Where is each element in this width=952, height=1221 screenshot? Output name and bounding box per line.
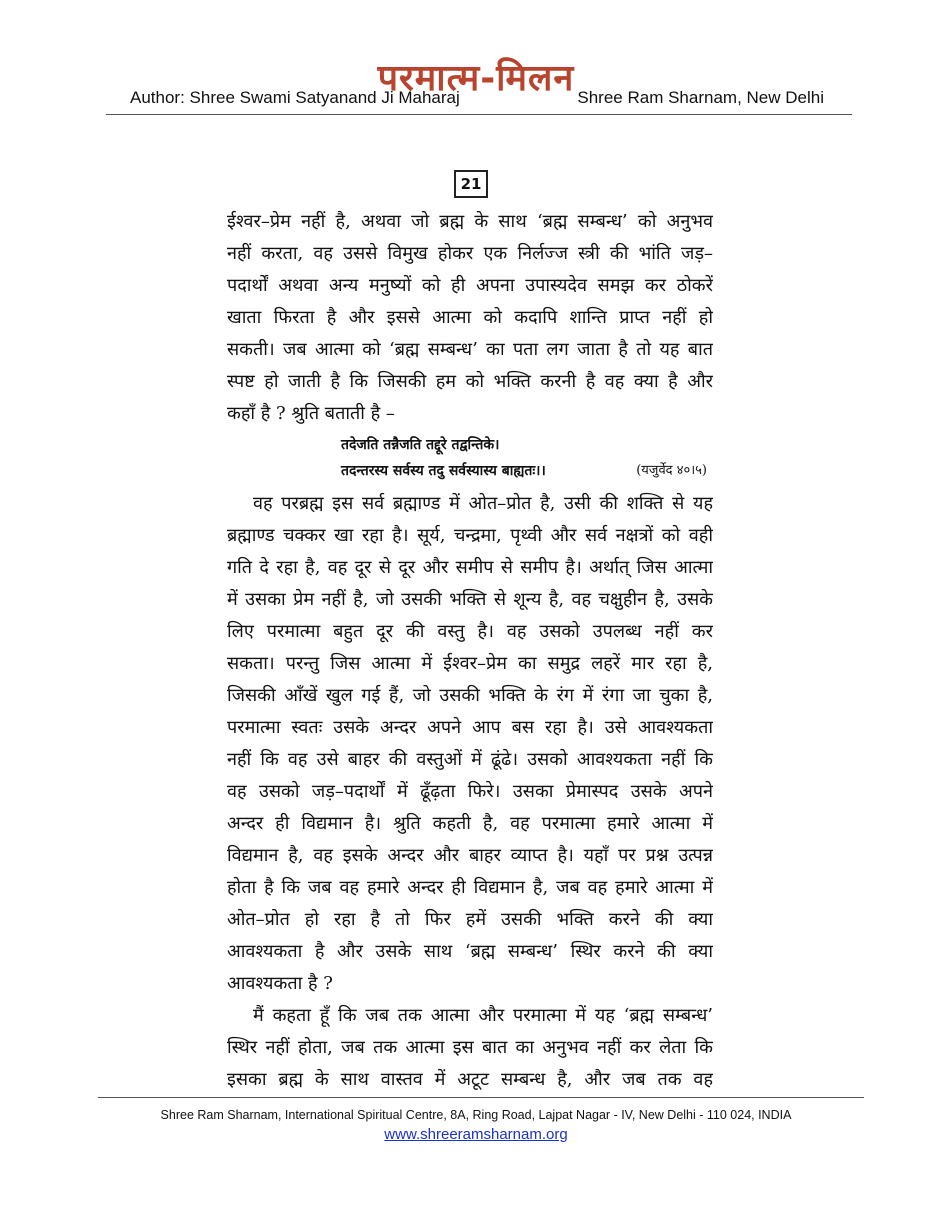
text-line: सकता। परन्तु जिस आत्मा में ईश्वर–प्रेम का समुद्र लहरें मार रहा है,: [227, 653, 713, 674]
text-line: कहाँ है ? श्रुति बताती है –: [227, 403, 395, 424]
text-line: आवश्यकता है ?: [227, 973, 333, 994]
text-line: होता है कि जब वह हमारे अन्दर ही विद्यमान है, जब वह हमारे आत्मा में: [227, 877, 713, 898]
text-line: ओत–प्रोत हो रहा है तो फिर हमें उसकी भक्ति करने की क्या: [227, 909, 713, 930]
text-line: सकती। जब आत्मा को ‘ब्रह्म सम्बन्ध’ का पता लग जाता है तो यह बात: [227, 339, 713, 360]
text-line: वह उसको जड़–पदार्थों में ढूँढ़ता फिरे। उसका प्रेमास्पद उसके अपने: [227, 781, 713, 802]
book-title: परमात्म-मिलन: [377, 58, 575, 99]
text-line: जिसकी आँखें खुल गई हैं, जो उसकी भक्ति के रंग में रंगा जा चुका है,: [227, 685, 713, 706]
text-line: में उसका प्रेम नहीं है, जो उसकी भक्ति से शून्य है, वह चक्षुहीन है, उसके: [227, 589, 713, 610]
text-line: ब्रह्माण्ड चक्कर खा रहा है। सूर्य, चन्द्रमा, पृथ्वी और सर्व नक्षत्रों को वही: [227, 525, 713, 546]
page-number: 21: [454, 170, 488, 198]
text-line: आवश्यकता है और उसके साथ ‘ब्रह्म सम्बन्ध’ स्थिर करने की क्या: [227, 941, 713, 962]
text-line: परमात्मा स्वतः उसके अन्दर अपने आप बस रहा है। उसे आवश्यकता: [227, 717, 713, 738]
text-line: खाता फिरता है और इससे आत्मा को कदापि शान्ति प्राप्त नहीं हो: [227, 307, 713, 328]
text-line: विद्यमान है, वह इसके अन्दर और बाहर व्याप्त है। यहाँ पर प्रश्न उत्पन्न: [227, 845, 713, 866]
text-line: स्थिर नहीं होता, जब तक आत्मा इस बात का अनुभव नहीं कर लेता कि: [227, 1037, 713, 1058]
text-line: इसका ब्रह्म के साथ वास्तव में अटूट सम्बन्ध है, और जब तक वह: [227, 1069, 713, 1090]
text-line: लिए परमात्मा बहुत दूर की वस्तु है। वह उसको उपलब्ध नहीं कर: [227, 621, 713, 642]
footer-address: Shree Ram Sharnam, International Spiritual Centre, 8A, Ring Road, Lajpat Nagar - IV, New Delhi - 110 024, INDIA: [160, 1108, 792, 1122]
footer-divider: [98, 1097, 864, 1098]
text-line: स्पष्ट हो जाती है कि जिसकी हम को भक्ति करनी है वह क्या है और: [227, 371, 713, 392]
text-line: ईश्वर–प्रेम नहीं है, अथवा जो ब्रह्म के साथ ‘ब्रह्म सम्बन्ध’ को अनुभव: [227, 211, 713, 232]
text-line: नहीं करता, वह उससे विमुख होकर एक निर्लज्ज स्त्री की भांति जड़–: [227, 243, 713, 264]
verse-line: [227, 458, 713, 484]
footer-website-link[interactable]: www.shreeramsharnam.org: [384, 1126, 568, 1143]
verse-text: तदेजति तन्नैजति तद्दूरे तद्वन्तिके।: [341, 437, 500, 453]
header-divider: [106, 114, 852, 115]
text-line: मैं कहता हूँ कि जब तक आत्मा और परमात्मा में यह ‘ब्रह्म सम्बन्ध’: [253, 1005, 713, 1026]
text-line: वह परब्रह्म इस सर्व ब्रह्माण्ड में ओत–प्रोत है, उसी की शक्ति से यह: [253, 493, 713, 514]
text-line: अन्दर ही विद्यमान है। श्रुति कहती है, वह परमात्मा हमारे आत्मा में: [227, 813, 713, 834]
verse-text: तदन्तरस्य सर्वस्य तदु सर्वस्यास्य बाह्यतः।।: [341, 463, 546, 479]
page-body: [227, 206, 713, 1096]
text-line: पदार्थों अथवा अन्य मनुष्यों को ही अपना उपास्यदेव समझ कर ठोकरें: [227, 275, 713, 296]
publisher-name: Shree Ram Sharnam, New Delhi: [577, 88, 824, 107]
text-line: नहीं कि वह उसे बाहर की वस्तुओं में ढूंढे। उसको आवश्यकता नहीं कि: [227, 749, 713, 770]
author-credit: Author: Shree Swami Satyanand Ji Maharaj: [130, 88, 460, 107]
verse-line: [227, 432, 713, 458]
text-line: गति दे रहा है, वह दूर से दूर और समीप से समीप है। अर्थात् जिस आत्मा: [227, 557, 713, 578]
verse-reference: (यजुर्वेद ४०।५): [636, 463, 707, 478]
